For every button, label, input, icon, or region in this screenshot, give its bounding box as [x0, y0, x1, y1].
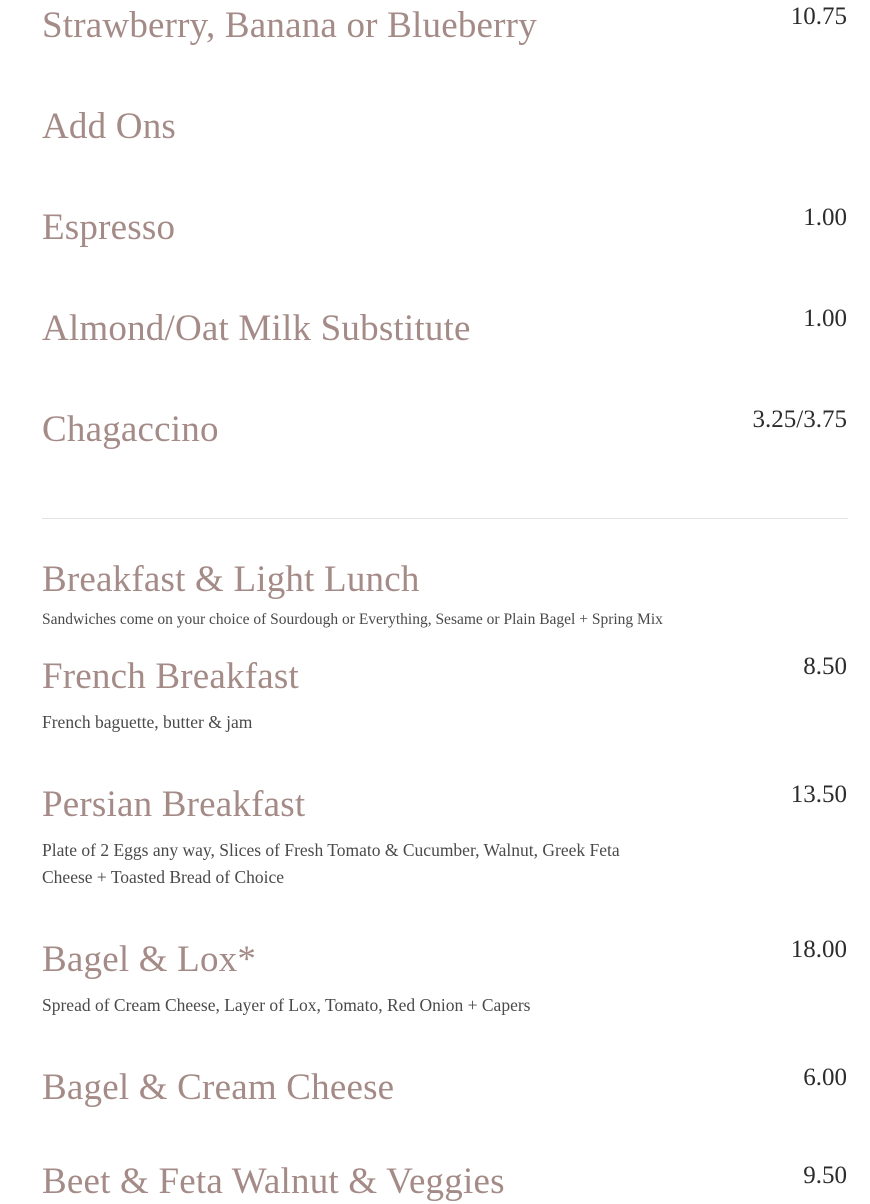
item-price-french-breakfast: 8.50 — [803, 653, 847, 680]
item-name-bagel-cream-cheese: Bagel & Cream Cheese — [42, 1067, 395, 1108]
item-desc-persian-breakfast: Plate of 2 Eggs any way, Slices of Fresh Tomato & Cucumber, Walnut, Greek Feta Cheese + Toasted Bread of Choice — [42, 840, 620, 887]
item-name-bagel-lox: Bagel & Lox* — [42, 939, 257, 980]
item-desc-bagel-lox: Spread of Cream Cheese, Layer of Lox, Tomato, Red Onion + Capers — [42, 995, 531, 1015]
item-name-chagaccino: Chagaccino — [42, 409, 219, 450]
item-price-espresso: 1.00 — [803, 204, 847, 231]
item-name-persian-breakfast: Persian Breakfast — [42, 784, 306, 825]
item-name-beet-feta: Beet & Feta Walnut & Veggies — [42, 1161, 505, 1202]
section-note-breakfast: Sandwiches come on your choice of Sourdough or Everything, Sesame or Plain Bagel + Spring Mix — [42, 611, 663, 628]
item-price-bagel-cream-cheese: 6.00 — [803, 1064, 847, 1091]
item-price-beet-feta: 9.50 — [803, 1162, 847, 1189]
item-name-french-breakfast: French Breakfast — [42, 656, 299, 697]
item-desc-french-breakfast: French baguette, butter & jam — [42, 712, 253, 732]
section-heading-breakfast: Breakfast & Light Lunch — [42, 559, 420, 600]
item-price-chagaccino: 3.25/3.75 — [752, 406, 847, 433]
item-price-persian-breakfast: 13.50 — [790, 781, 847, 808]
section-divider — [42, 518, 848, 519]
item-price-smoothie: 10.75 — [790, 3, 847, 30]
item-name-espresso: Espresso — [42, 207, 176, 248]
item-name-milk-substitute: Almond/Oat Milk Substitute — [42, 308, 471, 349]
item-price-milk-substitute: 1.00 — [803, 305, 847, 332]
item-price-bagel-lox: 18.00 — [790, 936, 847, 963]
item-name-smoothie: Strawberry, Banana or Blueberry — [42, 5, 537, 46]
add-ons-heading: Add Ons — [42, 106, 176, 147]
